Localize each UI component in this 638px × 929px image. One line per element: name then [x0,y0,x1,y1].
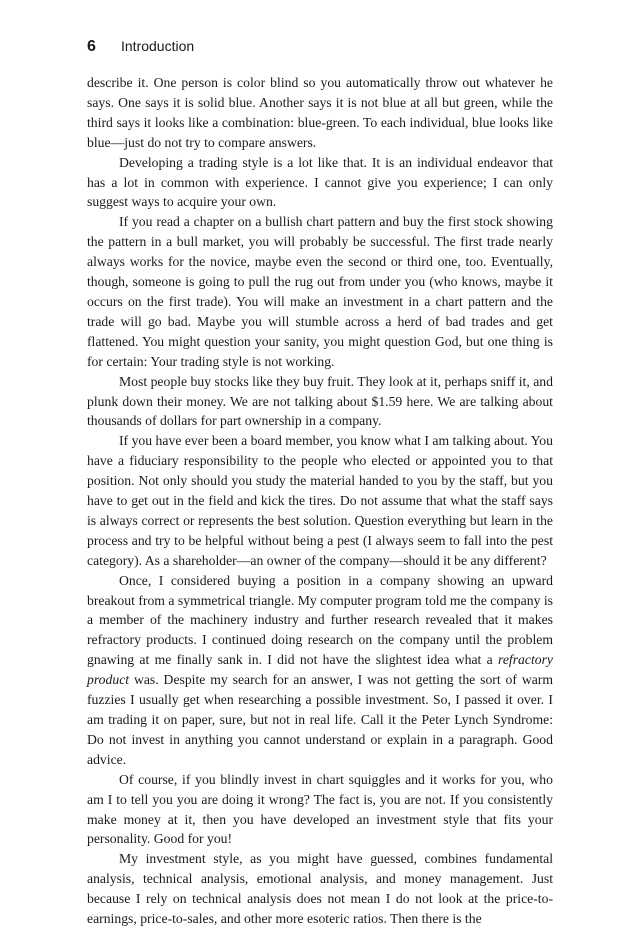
running-head [87,38,553,58]
paragraph-board-member: If you have ever been a board member, you know what I am talking about. You have a fiduciary responsibility to the people who elected or appointed you to that position. Not only should you study the material handed to you by the staff, but you have to get out in the field and kick the tires. Do not assume that what the staff says is always correct or represents the best solution. Question everything but learn in the process and try to be helpful without being a pest (I always seem to fall into the pest category). As a shareholder—an owner of the company—should it be any different? [87,433,553,568]
paragraph-chart-squiggles: Of course, if you blindly invest in chart squiggles and it works for you, who am I to tell you you are doing it wrong? The fact is, you are not. If you consistently make money at it, then you have developed an investment style that fits your personality. Good for you! [87,771,553,847]
paragraph-bullish-chart-pattern: If you read a chapter on a bullish chart pattern and buy the first stock showing the pattern in a bull market, you will probably be successful. The first trade nearly always works for the novice, maybe even the second or third one, too. Eventually, though, someone is going to pull the rug out from under you (who knows, maybe it occurs on the first trade). You will make an investment in a chart pattern and the trade will go bad. Maybe you will stumble across a herd of bad trades and get flattened. You might question your sanity, you might question God, but one thing is for certain: Your trading style is not working. [87,214,553,369]
paragraph-symmetrical-triangle [87,571,553,770]
paragraph-color-blind: describe it. One person is color blind so you automatically throw out whatever he says. One says it is solid blue. Another says it is not blue at all but green, while the third says it looks like a combination: blue-green. To each individual, blue looks like blue—just do not try to compare answers. [87,75,553,150]
paragraph-symmetrical-triangle-part-2: was. Despite my search for an answer, I was not getting the sort of warm fuzzies I usually get when researching a possible investment. So, I passed it over. I am trading it on paper, sure, but not in real life. Call it the Peter Lynch Syndrome: Do not invest in anything you cannot understand or explain in a paragraph. Good advice. [87,672,553,767]
paragraph-buy-fruit: Most people buy stocks like they buy fruit. They look at it, perhaps sniff it, and plunk down their money. We are not talking about $1.59 here. We are talking about thousands of dollars for part ownership in a company. [87,373,553,429]
paragraph-investment-style: My investment style, as you might have guessed, combines fundamental analysis, technical analysis, emotional analysis, and money management. Just because I rely on technical analysis does not mean I do not look at the price-to-earnings, price-to-sales, and other more esoteric ratios. Then there is the [87,851,553,927]
chapter-title: Introduction [121,38,195,54]
page-number: 6 [87,38,96,55]
paragraph-symmetrical-triangle-part-1: Once, I considered buying a position in a company showing an upward breakout from a symmetrical triangle. My computer program told me the company is a member of the machinery industry and further research revealed that it makes refractory products. I continued doing research on the company until the problem gnawing at me finally sank in. I did not have the slightest idea what a [87,572,553,668]
body-text [87,73,553,929]
book-page [87,38,553,929]
refractory-product-emphasis: refractory product [87,652,553,688]
paragraph-trading-style: Developing a trading style is a lot like that. It is an individual endeavor that has a lot in common with experience. I cannot give you experience; I can only suggest ways to acquire your own. [87,154,553,210]
